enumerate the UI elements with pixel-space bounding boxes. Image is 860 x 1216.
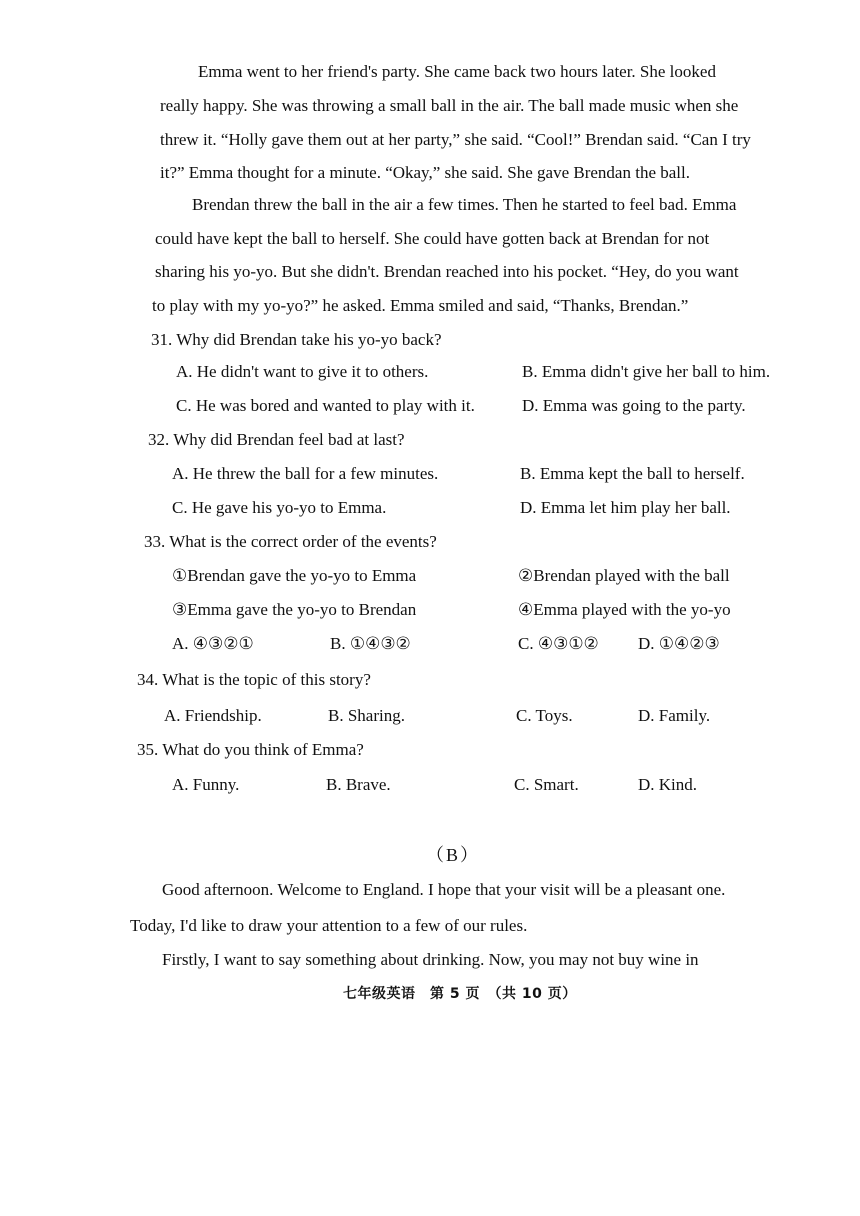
passage-a-p1-line2: really happy. She was throwing a small ball in the air. The ball made music when she [160, 96, 739, 115]
question-32-option-a: A. He threw the ball for a few minutes. [172, 464, 439, 483]
passage-a-p2-line3: sharing his yo-yo. But she didn't. Brendan reached into his pocket. “Hey, do you want [155, 262, 739, 281]
question-35-option-a: A. Funny. [172, 775, 240, 794]
question-35-option-b: B. Brave. [326, 775, 391, 794]
question-33-option-a: A. ④③②① [172, 634, 254, 653]
passage-a-p1-line4: it?” Emma thought for a minute. “Okay,” she said. She gave Brendan the ball. [160, 163, 690, 182]
question-33-event-4: ④Emma played with the yo-yo [518, 600, 731, 619]
passage-b-title: （B） [426, 845, 481, 865]
question-33-event-2: ②Brendan played with the ball [518, 566, 730, 585]
question-33-option-c: C. ④③①② [518, 634, 599, 653]
question-31-option-b: B. Emma didn't give her ball to him. [522, 362, 771, 381]
question-34-stem: 34. What is the topic of this story? [137, 670, 371, 689]
passage-b-line1: Good afternoon. Welcome to England. I hope that your visit will be a pleasant one. [162, 880, 726, 899]
question-32-stem: 32. Why did Brendan feel bad at last? [148, 430, 405, 449]
question-31-option-a: A. He didn't want to give it to others. [176, 362, 429, 381]
question-32-option-b: B. Emma kept the ball to herself. [520, 464, 745, 483]
question-31-option-c: C. He was bored and wanted to play with it. [176, 396, 475, 415]
question-35-option-c: C. Smart. [514, 775, 579, 794]
question-34-option-c: C. Toys. [516, 706, 573, 725]
passage-a-p2-line2: could have kept the ball to herself. She could have gotten back at Brendan for not [155, 229, 710, 248]
question-34-option-d: D. Family. [638, 706, 711, 725]
question-34-option-b: B. Sharing. [328, 706, 405, 725]
question-35-option-d: D. Kind. [638, 775, 698, 794]
question-34-option-a: A. Friendship. [164, 706, 262, 725]
passage-b-line2: Today, I'd like to draw your attention to a few of our rules. [130, 916, 528, 935]
passage-a-p1-line3: threw it. “Holly gave them out at her party,” she said. “Cool!” Brendan said. “Can I try [160, 130, 751, 149]
passage-a-p1-line1: Emma went to her friend's party. She came back two hours later. She looked [198, 62, 716, 81]
passage-b-line3: Firstly, I want to say something about drinking. Now, you may not buy wine in [162, 950, 699, 969]
question-32-option-c: C. He gave his yo-yo to Emma. [172, 498, 387, 517]
question-35-stem: 35. What do you think of Emma? [137, 740, 364, 759]
question-31-stem: 31. Why did Brendan take his yo-yo back? [151, 330, 442, 349]
question-31-option-d: D. Emma was going to the party. [522, 396, 746, 415]
question-33-event-3: ③Emma gave the yo-yo to Brendan [172, 600, 417, 619]
question-33-stem: 33. What is the correct order of the events? [144, 532, 437, 551]
question-32-option-d: D. Emma let him play her ball. [520, 498, 731, 517]
page-footer: 七年级英语 第 5 页 （共 10 页） [343, 986, 577, 1002]
question-33-event-1: ①Brendan gave the yo-yo to Emma [172, 566, 417, 585]
passage-a-p2-line1: Brendan threw the ball in the air a few times. Then he started to feel bad. Emma [192, 195, 737, 214]
passage-a-p2-line4: to play with my yo-yo?” he asked. Emma smiled and said, “Thanks, Brendan.” [152, 296, 689, 315]
question-33-option-d: D. ①④②③ [638, 634, 720, 653]
question-33-option-b: B. ①④③② [330, 634, 411, 653]
